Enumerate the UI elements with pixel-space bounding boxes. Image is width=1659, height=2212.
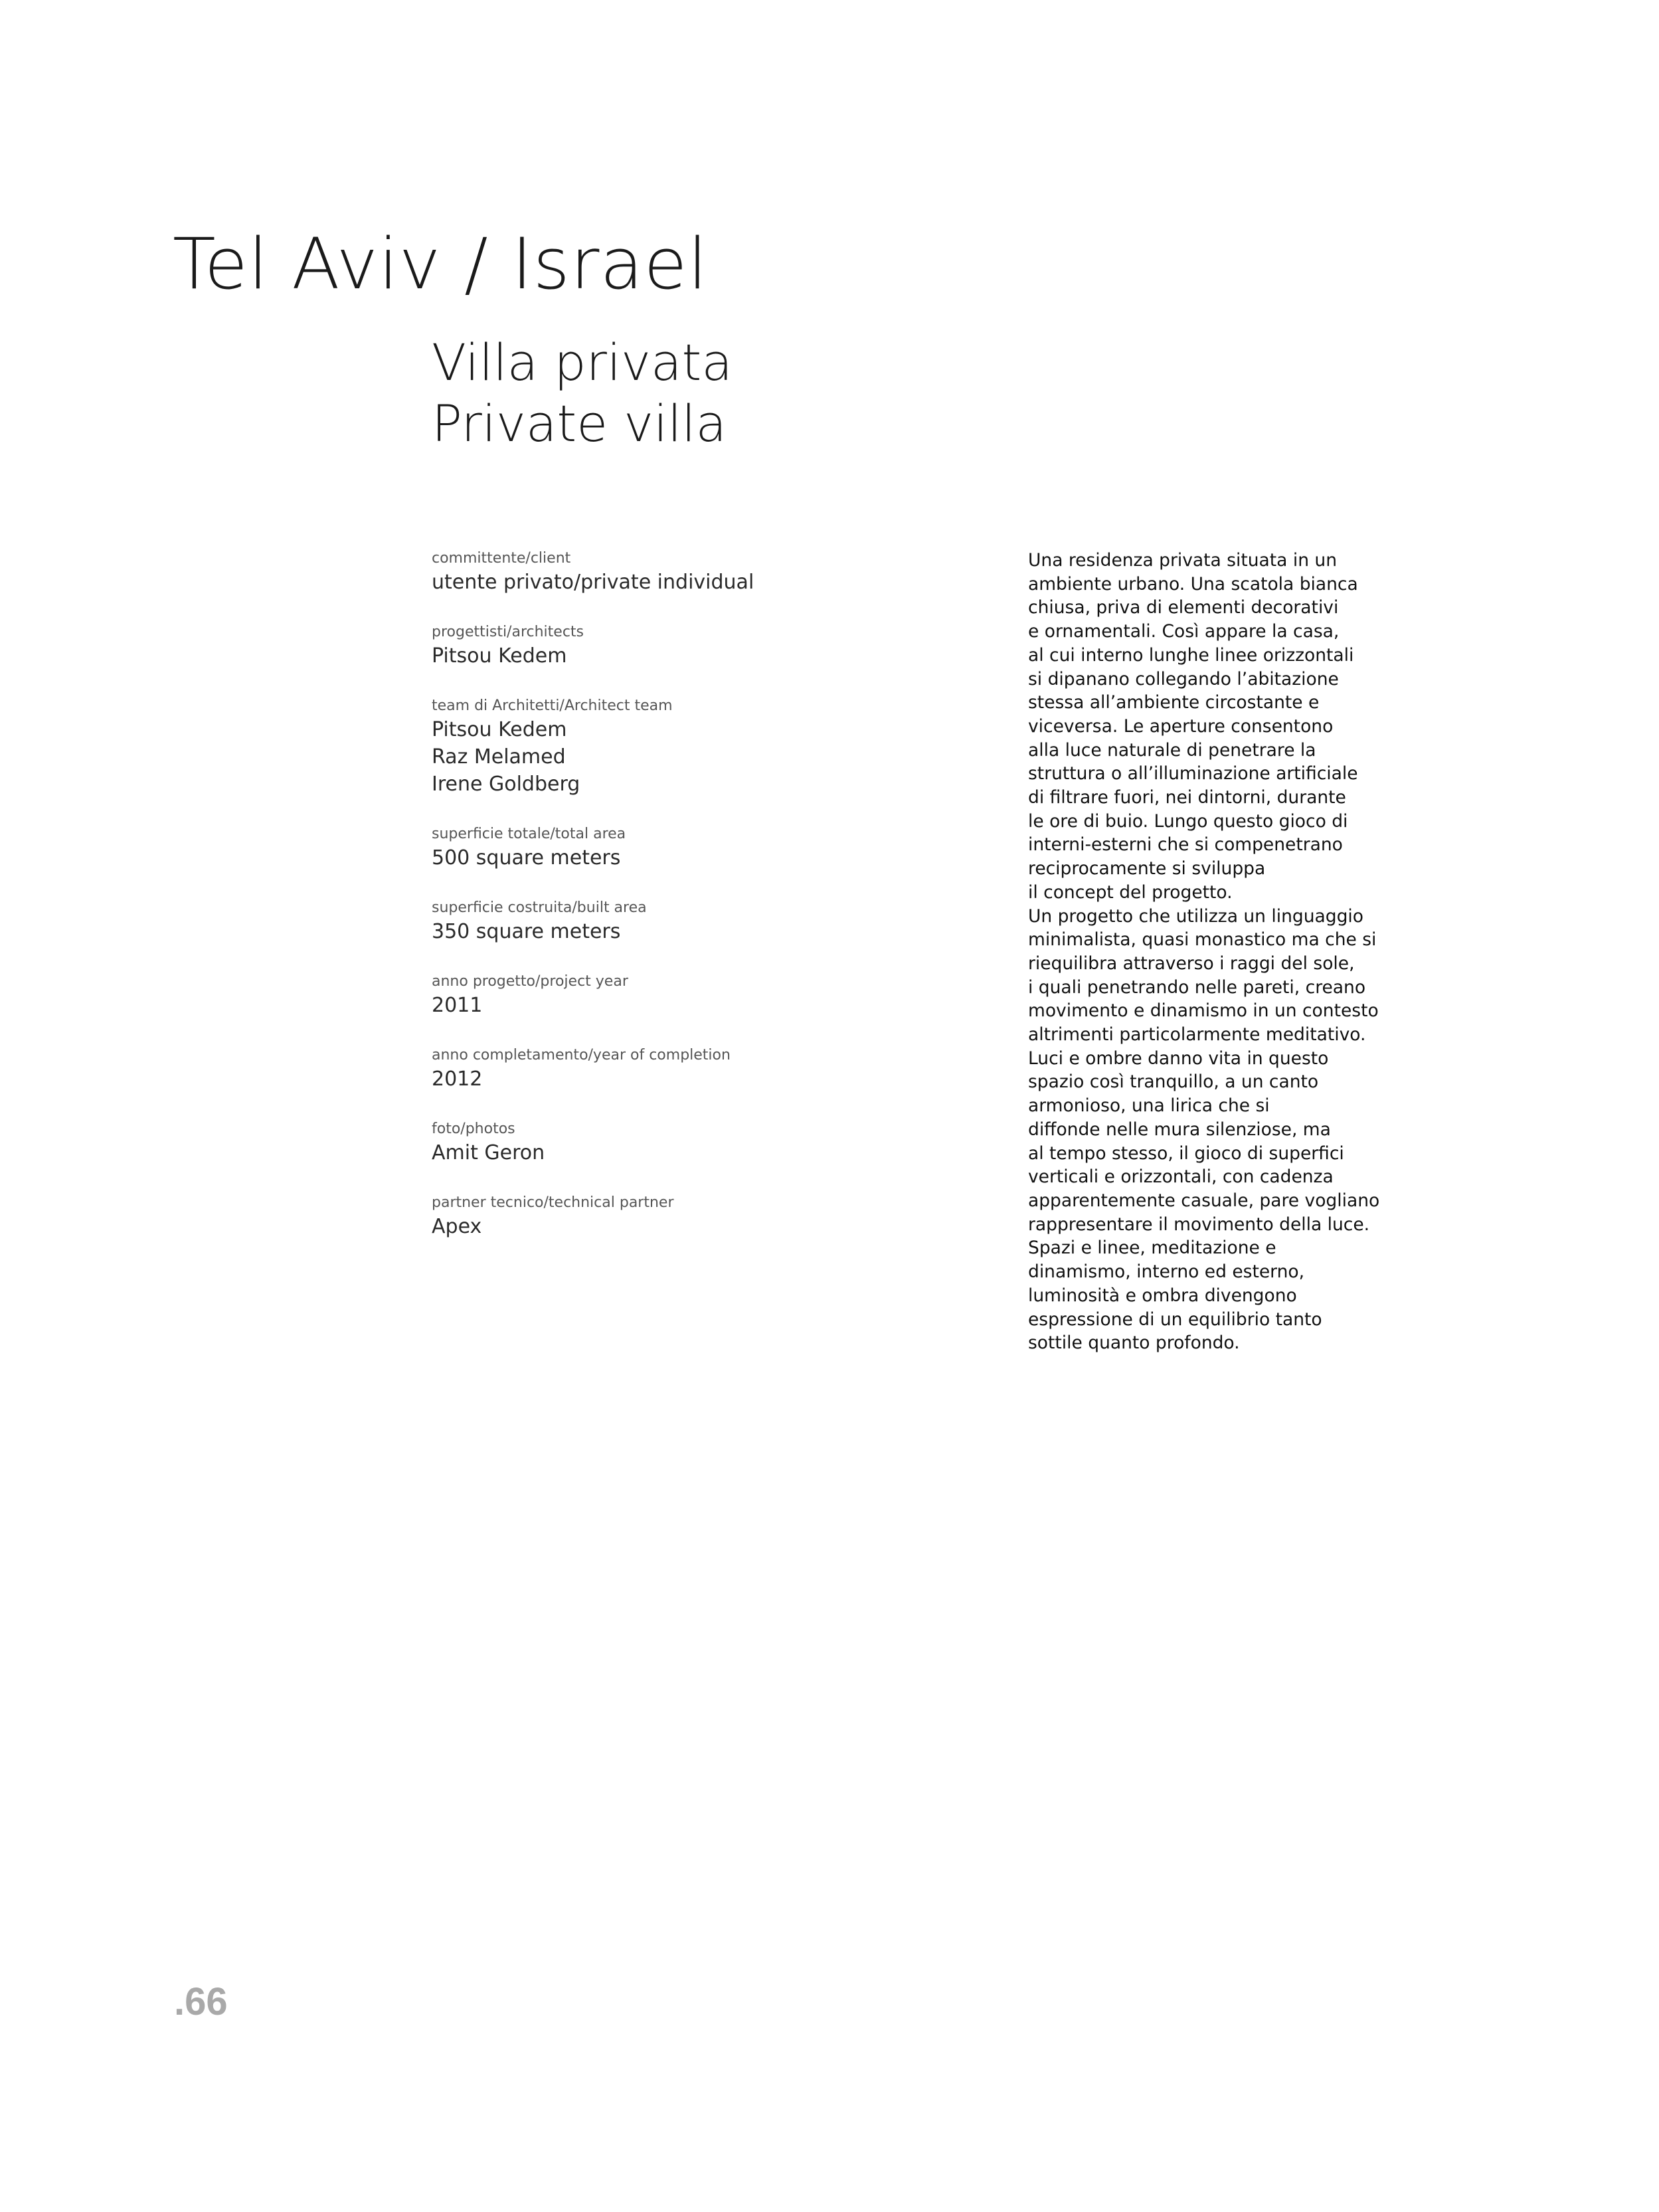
description-line: struttura o all’illuminazione artificiale: [1028, 763, 1358, 784]
description-line: i quali penetrando nelle pareti, creano: [1028, 976, 1366, 998]
credit-value: Pitsou Kedem: [432, 718, 567, 741]
credit-label: partner tecnico/technical partner: [432, 1194, 674, 1211]
credit-value: 500 square meters: [432, 846, 621, 870]
description-line: chiusa, priva di elementi decorativi: [1028, 597, 1339, 618]
description-line: sottile quanto profondo.: [1028, 1333, 1240, 1354]
credit-label: committente/client: [432, 550, 571, 567]
credit-group: [432, 1119, 950, 1166]
credit-value: 2011: [432, 994, 483, 1017]
credit-value: Raz Melamed: [432, 745, 566, 769]
credit-group: [432, 1193, 950, 1240]
description-line: interni-esterni che si compenetrano: [1028, 834, 1343, 856]
description-line: le ore di buio. Lungo questo gioco di: [1028, 810, 1348, 832]
credit-value: Amit Geron: [432, 1141, 545, 1164]
credit-group: [432, 972, 950, 1019]
credit-value: 350 square meters: [432, 920, 621, 943]
credit-value: Irene Goldberg: [432, 773, 580, 796]
credit-label: foto/photos: [432, 1121, 515, 1137]
description-line: espressione di un equilibrio tanto: [1028, 1309, 1322, 1330]
credit-group: [432, 898, 950, 945]
description-line: apparentemente casuale, pare vogliano: [1028, 1190, 1380, 1211]
credit-group: [432, 696, 950, 798]
credit-group: [432, 622, 950, 670]
description-line: al cui interno lunghe linee orizzontali: [1028, 644, 1354, 666]
credit-label: anno progetto/project year: [432, 973, 628, 990]
description-line: Luci e ombre danno vita in questo: [1028, 1048, 1329, 1069]
description-line: rappresentare il movimento della luce.: [1028, 1214, 1370, 1235]
credit-value: 2012: [432, 1067, 483, 1091]
description-line: riequilibra attraverso i raggi del sole,: [1028, 953, 1355, 974]
description-line: luminosità e ombra divengono: [1028, 1285, 1297, 1306]
description-line: e ornamentali. Così appare la casa,: [1028, 621, 1340, 642]
description-line: reciprocamente si sviluppa: [1028, 858, 1266, 879]
project-title-italian: Villa privata: [432, 333, 733, 392]
description-line: alla luce naturale di penetrare la: [1028, 739, 1316, 761]
project-credits: [432, 549, 950, 1267]
description-line: armonioso, una lirica che si: [1028, 1095, 1270, 1117]
credit-value: Apex: [432, 1215, 482, 1238]
description-line: diffonde nelle mura silenziose, ma: [1028, 1119, 1331, 1140]
credit-label: anno completamento/year of completion: [432, 1047, 731, 1063]
description-line: verticali e orizzontali, con cadenza: [1028, 1166, 1334, 1188]
description-line: si dipanano collegando l’abitazione: [1028, 668, 1339, 690]
description-line: minimalista, quasi monastico ma che si: [1028, 929, 1377, 951]
description-line: altrimenti particolarmente meditativo.: [1028, 1024, 1366, 1046]
description-line: di filtrare fuori, nei dintorni, durante: [1028, 787, 1346, 808]
description-line: dinamismo, interno ed esterno,: [1028, 1261, 1305, 1283]
credit-group: [432, 549, 950, 596]
description-line: Una residenza privata situata in un: [1028, 550, 1338, 571]
description-line: al tempo stesso, il gioco di superfici: [1028, 1143, 1344, 1164]
credit-group: [432, 824, 950, 872]
credit-label: superficie costruita/built area: [432, 899, 647, 916]
credit-label: superficie totale/total area: [432, 826, 626, 842]
description-line: ambiente urbano. Una scatola bianca: [1028, 573, 1358, 595]
description-line: Un progetto che utilizza un linguaggio: [1028, 905, 1363, 927]
credit-value: Pitsou Kedem: [432, 644, 567, 668]
description-line: spazio così tranquillo, a un canto: [1028, 1071, 1319, 1093]
credit-group: [432, 1046, 950, 1093]
page-title: Tel Aviv / Israel: [173, 223, 709, 305]
description-line: viceversa. Le aperture consentono: [1028, 715, 1334, 737]
credit-label: team di Architetti/Architect team: [432, 697, 673, 714]
description-line: movimento e dinamismo in un contesto: [1028, 1000, 1379, 1022]
project-title: [432, 332, 733, 454]
page-number: .66: [174, 1980, 228, 2023]
project-title-english: Private villa: [432, 394, 727, 453]
credit-label: progettisti/architects: [432, 624, 584, 640]
credit-value: utente privato/private individual: [432, 571, 754, 594]
description-line: il concept del progetto.: [1028, 881, 1233, 903]
description-line: stessa all’ambiente circostante e: [1028, 692, 1320, 713]
project-description: [1028, 549, 1400, 1355]
description-line: Spazi e linee, meditazione e: [1028, 1238, 1276, 1259]
